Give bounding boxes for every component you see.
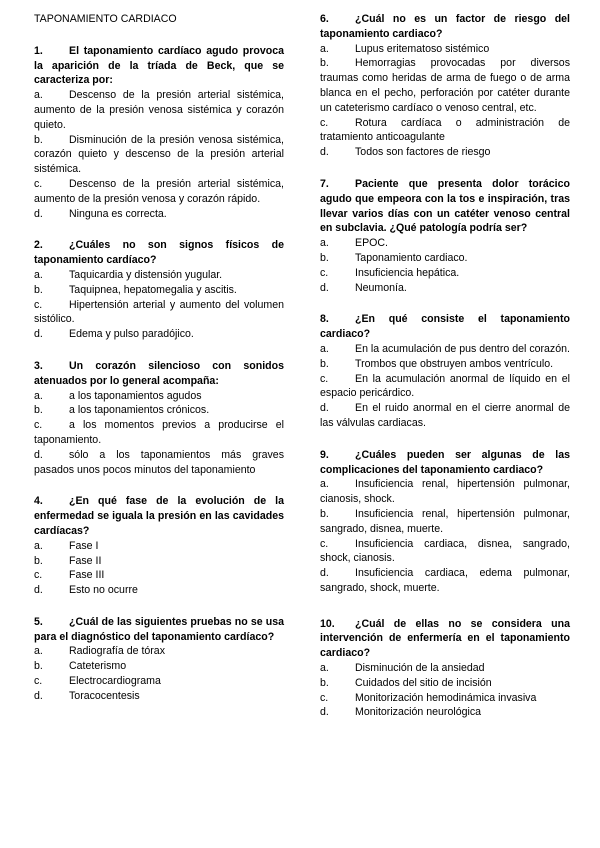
question-1-option-b: [34, 133, 284, 177]
option-letter: d.: [320, 402, 329, 415]
option-text: Insuficiencia cardiaca, edema pulmonar, sangrado, shock, muerte.: [320, 567, 570, 594]
question-9-option-a: [320, 477, 570, 507]
option-letter: b.: [320, 251, 329, 264]
question-stem: ¿Cuál de las siguientes pruebas no se usa para el diagnóstico del taponamiento cardíaco?: [34, 615, 284, 643]
question-7-option-d: [320, 281, 570, 296]
question-9-option-c: [320, 537, 570, 567]
option-letter: a.: [34, 645, 43, 658]
option-letter: d.: [34, 689, 43, 702]
option-text: En la acumulación anormal de líquido en el espacio pericárdico.: [320, 372, 570, 400]
question-7-text: [320, 177, 570, 236]
question-6-text: [320, 12, 570, 42]
option-text: Electrocardiograma: [69, 675, 161, 688]
question-number: 7.: [320, 177, 329, 190]
question-stem: ¿En qué fase de la evolución de la enfermedad se iguala la presión en las cavidades cardíacas?: [34, 495, 284, 537]
option-text: Cuidados del sitio de incisión: [355, 676, 492, 689]
option-letter: a.: [34, 268, 43, 281]
question-stem: Un corazón silencioso con sonidos atenuados por lo general acompaña:: [34, 359, 284, 387]
option-letter: d.: [34, 584, 43, 597]
question-8-text: [320, 312, 570, 342]
question-6-option-b: [320, 56, 570, 115]
option-letter: c.: [34, 675, 43, 688]
question-number: 8.: [320, 313, 329, 326]
question-3-option-b: [34, 403, 284, 418]
option-text: Esto no ocurre: [69, 584, 138, 597]
option-text: Lupus eritematoso sistémico: [355, 42, 490, 55]
question-5-text: [34, 615, 284, 645]
option-letter: d.: [320, 281, 329, 294]
option-text: Hipertensión arterial y aumento del volumen sistólico.: [34, 298, 284, 326]
option-letter: a.: [34, 539, 43, 552]
question-8-option-d: [320, 401, 570, 431]
question-2-option-b: [34, 283, 284, 298]
question-10-option-d: [320, 705, 570, 720]
question-6: [320, 12, 570, 160]
question-10-option-b: [320, 676, 570, 691]
option-letter: b.: [34, 554, 43, 567]
option-text: En la acumulación de pus dentro del corazón.: [355, 342, 570, 355]
right-column: [320, 12, 570, 737]
question-1-option-c: [34, 177, 284, 207]
option-text: Radiografía de tórax: [69, 645, 165, 658]
option-letter: c.: [320, 537, 329, 550]
question-10-option-c: [320, 691, 570, 706]
option-text: Disminución de la presión venosa sistémica, corazón quieto y descenso de la presión arterial sistémica.: [34, 133, 284, 176]
option-letter: b.: [320, 57, 329, 70]
option-text: Fase I: [69, 539, 99, 552]
option-letter: a.: [34, 89, 43, 102]
question-5-option-d: [34, 689, 284, 704]
question-6-option-d: [320, 145, 570, 160]
question-number: 1.: [34, 44, 43, 57]
option-text: Rotura cardíaca o administración de tratamiento anticoagulante: [320, 116, 570, 144]
question-number: 4.: [34, 495, 43, 508]
option-text: Taquicardia y distensión yugular.: [69, 268, 223, 281]
question-stem: Paciente que presenta dolor torácico agudo que empeora con la tos e inspiración, tras llevar varios días con un catéter venoso central en subclavia. ¿Qué patología podría ser?: [320, 177, 570, 235]
question-7-option-c: [320, 266, 570, 281]
question-number: 5.: [34, 615, 43, 628]
question-8: [320, 312, 570, 430]
option-letter: b.: [34, 283, 43, 296]
option-text: EPOC.: [355, 237, 388, 250]
question-9-text: [320, 448, 570, 478]
option-letter: b.: [320, 357, 329, 370]
question-9: [320, 448, 570, 596]
option-letter: c.: [320, 372, 329, 385]
question-9-option-d: [320, 566, 570, 596]
option-text: a los momentos previos a producirse el taponamiento.: [34, 419, 284, 446]
option-letter: d.: [34, 328, 43, 341]
option-letter: c.: [320, 266, 329, 279]
option-text: Insuficiencia renal, hipertensión pulmonar, cianosis, shock.: [320, 478, 570, 506]
question-7: [320, 177, 570, 295]
document-title: TAPONAMIENTO CARDIACO: [34, 13, 177, 25]
question-4-option-a: [34, 539, 284, 554]
question-3-option-c: [34, 418, 284, 448]
question-number: 2.: [34, 239, 43, 252]
option-text: Monitorización neurológica: [355, 706, 482, 719]
option-letter: b.: [34, 660, 43, 673]
question-2-option-d: [34, 327, 284, 342]
option-text: Neumonía.: [355, 281, 407, 294]
left-column: [34, 12, 284, 721]
option-text: a los taponamientos crónicos.: [69, 404, 210, 417]
question-3: [34, 359, 284, 477]
question-2: [34, 238, 284, 342]
option-letter: d.: [320, 706, 329, 719]
question-3-option-d: [34, 448, 284, 478]
question-5-option-b: [34, 659, 284, 674]
question-3-option-a: [34, 389, 284, 404]
question-stem: ¿En qué consiste el taponamiento cardiaco?: [320, 313, 570, 341]
question-4-option-d: [34, 583, 284, 598]
option-text: Insuficiencia renal, hipertensión pulmonar, sangrado, disnea, muerte.: [320, 507, 570, 535]
question-7-option-a: [320, 236, 570, 251]
option-letter: a.: [34, 389, 43, 402]
option-text: Insuficiencia cardiaca, disnea, sangrado, shock, cianosis.: [320, 537, 570, 565]
option-letter: b.: [34, 404, 43, 417]
option-letter: c.: [34, 177, 43, 190]
option-letter: a.: [320, 237, 329, 250]
question-9-option-b: [320, 507, 570, 537]
question-10-option-a: [320, 661, 570, 676]
question-number: 10.: [320, 617, 335, 630]
question-5-option-a: [34, 644, 284, 659]
question-stem: ¿Cuál no es un factor de riesgo del taponamiento cardiaco?: [320, 13, 570, 40]
option-letter: b.: [320, 507, 329, 520]
option-text: Cateterismo: [69, 660, 127, 673]
option-letter: c.: [34, 419, 43, 432]
option-text: Descenso de la presión arterial sistémica, aumento de la presión venosa sistémica y corazón quieto.: [34, 89, 284, 131]
option-text: En el ruido anormal en el cierre anormal de las válvulas cardiacas.: [320, 402, 570, 429]
option-text: Todos son factores de riesgo: [355, 146, 491, 159]
question-1: [34, 44, 284, 222]
question-number: 6.: [320, 13, 329, 25]
question-stem: El taponamiento cardíaco agudo provoca la aparición de la tríada de Beck, que se caracteriza por:: [34, 44, 284, 87]
option-letter: c.: [34, 298, 43, 311]
option-text: Hemorragias provocadas por diversos traumas como heridas de arma de fuego o de arma blanca en el pecho, perforación por catéter durante un cateterismo cardíaco o venoso central, etc.: [320, 57, 570, 114]
question-number: 3.: [34, 359, 43, 372]
question-2-text: [34, 238, 284, 268]
question-6-option-c: [320, 116, 570, 146]
option-text: Toracocentesis: [69, 689, 140, 702]
option-letter: a.: [320, 662, 329, 675]
option-text: Fase III: [69, 569, 105, 582]
option-text: Insuficiencia hepática.: [355, 266, 460, 279]
question-stem: ¿Cuáles no son signos físicos de taponamiento cardíaco?: [34, 239, 284, 267]
question-number: 9.: [320, 448, 329, 461]
option-letter: a.: [320, 42, 329, 55]
option-text: Edema y pulso paradójico.: [69, 328, 194, 341]
option-text: Monitorización hemodinámica invasiva: [355, 691, 537, 704]
question-10: [320, 617, 570, 721]
option-text: Ninguna es correcta.: [69, 207, 167, 220]
question-2-option-a: [34, 268, 284, 283]
question-8-option-a: [320, 342, 570, 357]
question-2-option-c: [34, 298, 284, 328]
option-letter: d.: [34, 448, 43, 461]
option-letter: a.: [320, 342, 329, 355]
question-1-option-d: [34, 207, 284, 222]
option-letter: a.: [320, 478, 329, 491]
option-letter: b.: [34, 133, 43, 146]
option-letter: c.: [320, 691, 329, 704]
question-5: [34, 615, 284, 704]
option-text: a los taponamientos agudos: [69, 389, 202, 402]
question-5-option-c: [34, 674, 284, 689]
question-stem: ¿Cuáles pueden ser algunas de las complicaciones del taponamiento cardiaco?: [320, 448, 570, 476]
option-text: Taponamiento cardiaco.: [355, 251, 468, 264]
question-3-text: [34, 359, 284, 389]
question-10-text: [320, 617, 570, 661]
option-letter: d.: [320, 146, 329, 159]
question-7-option-b: [320, 251, 570, 266]
option-letter: d.: [34, 207, 43, 220]
option-text: Disminución de la ansiedad: [355, 662, 485, 675]
question-4: [34, 494, 284, 598]
question-8-option-c: [320, 372, 570, 402]
option-text: Taquipnea, hepatomegalia y ascitis.: [69, 283, 237, 296]
option-letter: c.: [320, 116, 329, 129]
question-1-option-a: [34, 88, 284, 132]
option-text: Fase II: [69, 554, 102, 567]
question-1-text: [34, 44, 284, 88]
question-8-option-b: [320, 357, 570, 372]
option-text: Descenso de la presión arterial sistémica, aumento de la presión venosa y corazón rápido.: [34, 177, 284, 205]
option-letter: b.: [320, 676, 329, 689]
question-4-option-c: [34, 568, 284, 583]
question-4-text: [34, 494, 284, 538]
option-letter: d.: [320, 567, 329, 580]
question-6-option-a: [320, 42, 570, 57]
option-text: Trombos que obstruyen ambos ventrículo.: [355, 357, 554, 370]
option-letter: c.: [34, 569, 43, 582]
question-4-option-b: [34, 554, 284, 569]
option-text: sólo a los taponamientos más graves pasados unos pocos minutos del taponamiento: [34, 448, 284, 476]
question-stem: ¿Cuál de ellas no se considera una intervención de enfermería en el taponamiento cardiaco?: [320, 617, 570, 660]
